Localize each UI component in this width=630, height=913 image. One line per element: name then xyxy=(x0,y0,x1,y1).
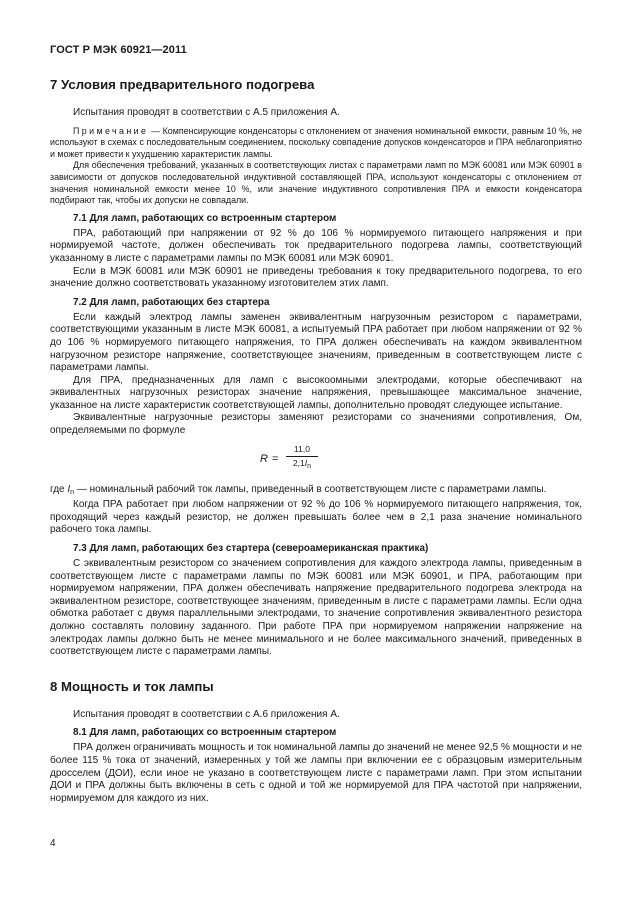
section-7-intro: Испытания проводят в соответствии с А.5 приложения А. xyxy=(73,107,340,118)
section-7-2-p2: Для ПРА, предназначенных для ламп с высокоомными электродами, которые обеспечивают на эквивалентных нагрузочных резисторах значение напряжения, превышающее максимальное значение, указанное на листе характеристик соответствующей лампы, дополнительно проводят следующее испытание. xyxy=(50,374,582,411)
section-8-title: 8 Мощность и ток лампы xyxy=(50,678,214,694)
page-number: 4 xyxy=(50,838,56,849)
where-sub: n xyxy=(70,488,75,496)
section-7-note xyxy=(50,126,582,161)
where-symbol: I xyxy=(67,483,71,495)
section-8-1-title: 8.1 Для ламп, работающих со встроенным стартером xyxy=(73,727,337,739)
section-7-2-p4: Когда ПРА работает при любом напряжении от 92 % до 106 % нормируемого питающего напряжения, ток, проходящий через каждый резистор, не должен превышать более чем в 2,1 раза значение номинального рабочего тока лампы. xyxy=(50,499,582,536)
formula-den-symbol: I xyxy=(304,457,308,468)
section-7-1-title: 7.1 Для ламп, работающих со встроенным стартером xyxy=(73,212,337,224)
section-8-1-p1: ПРА должен ограничивать мощность и ток номинальной лампы до значений не менее 92,5 % мощности и не более 115 % тока от значений, измеренных у той же лампы при включении ее с образцовым измерительным дросселем (ДОИ), если иное не указано в соответствующем листе с параметрами ламп. При этом испытании ДОИ и ПРА должны быть включены в сеть с одной и той же нормируемой для ПРА частотой при напряжении, нормируемом для каждого из них. xyxy=(50,742,582,804)
section-7-1-p1: ПРА, работающий при напряжении от 92 % до 106 % нормируемого питающего напряжения и при нормируемой частоте, должен обеспечивать ток предварительного подогрева лампы, соответствующий указанному в листе с параметрами лампы по МЭК 60081 или МЭК 60901. xyxy=(50,227,582,264)
section-7-2-title: 7.2 Для ламп, работающих без стартера xyxy=(73,296,270,308)
formula-den-sub: n xyxy=(307,462,312,470)
formula-lhs: R xyxy=(260,452,268,465)
section-7-2-p3: Эквивалентные нагрузочные резисторы заменяют резисторами со значениями сопротивления, Ом, определяемыми по формуле xyxy=(50,412,582,437)
section-7-1-p2: Если в МЭК 60081 или МЭК 60901 не приведены требования к току предварительного подогрева, то его значение должно соответствовать указанному изготовителем этих ламп. xyxy=(50,265,582,290)
formula-denominator xyxy=(286,457,318,473)
note-label: Примечание xyxy=(73,125,149,136)
formula-numerator: 11,0 xyxy=(286,444,318,457)
formula-den-prefix: 2,1 xyxy=(292,457,305,468)
section-7-title: 7 Условия предварительного подогрева xyxy=(50,77,315,92)
document-header: ГОСТ Р МЭК 60921—2011 xyxy=(50,44,187,56)
where-text: — номинальный рабочий ток лампы, приведенный в соответствующем листе с параметрами лампы. xyxy=(74,483,547,495)
formula-fraction xyxy=(286,444,318,473)
section-7-3-title: 7.3 Для ламп, работающих без стартера (североамериканская практика) xyxy=(73,543,429,555)
section-7-3-p1: С эквивалентным резистором со значением сопротивления для каждого электрода лампы, приведенным в соответствующем листе с параметрами лампы по МЭК 60081 или МЭК 60901, и ПРА, работающим при нормируемом напряжении, ПРА должен обеспечивать напряжение предварительного подогрева электрода на эквивалентном резисторе, соответствующее значениям, приведенным в листе с параметрами лампы. Если одна обмотка работает с двумя параллельными электродами, то значение сопротивления эквивалентного резистора должно составлять половину заданного. При работе ПРА при нормируемом напряжении напряжение на электродах лампы должно быть не менее минимального и не более максимального значений, приведенных в соответствующем листе с параметрами лампы. xyxy=(50,558,582,658)
document-page xyxy=(50,44,582,805)
formula-equals: = xyxy=(272,452,279,465)
where-prefix: где xyxy=(50,483,68,495)
section-7-note-p2: Для обеспечения требований, указанных в соответствующих листах с параметрами ламп по МЭК 60081 или МЭК 60901 в зависимости от допусков последовательной индуктивной составляющей ПРА, используют конденсаторы с отклонением от значения номинальной емкости менее 10 %, или значение индуктивного сопротивления ПРА и емкости конденсатора подбирают так, чтобы их допуски не совпадали. xyxy=(50,160,582,206)
note-text: — Компенсирующие конденсаторы с отклонением от значения номинальной емкости, равным 10 %, не используют в схемах с последовательным соединением, поскольку совпадение допусков конденсаторов и ПРА неблагоприятно и может привести к ухудшению характеристик лампы. xyxy=(50,125,582,159)
section-7-2-p1: Если каждый электрод лампы заменен эквивалентным нагрузочным резистором с параметрами, соответствующими указанным в листе МЭК 60081, а испытуемый ПРА работает при любом напряжении от 92 % до 106 % нормируемого питающего напряжения, то ПРА должен обеспечивать на каждом эквивалентном нагрузочном резисторе напряжение, соответствующее значениям, приведенным в соответствующем листе с параметрами лампы. xyxy=(50,311,582,374)
section-8-intro: Испытания проводят в соответствии с А.6 приложения А. xyxy=(73,708,340,720)
resistance-formula xyxy=(50,442,582,478)
formula-explanation xyxy=(50,484,582,500)
